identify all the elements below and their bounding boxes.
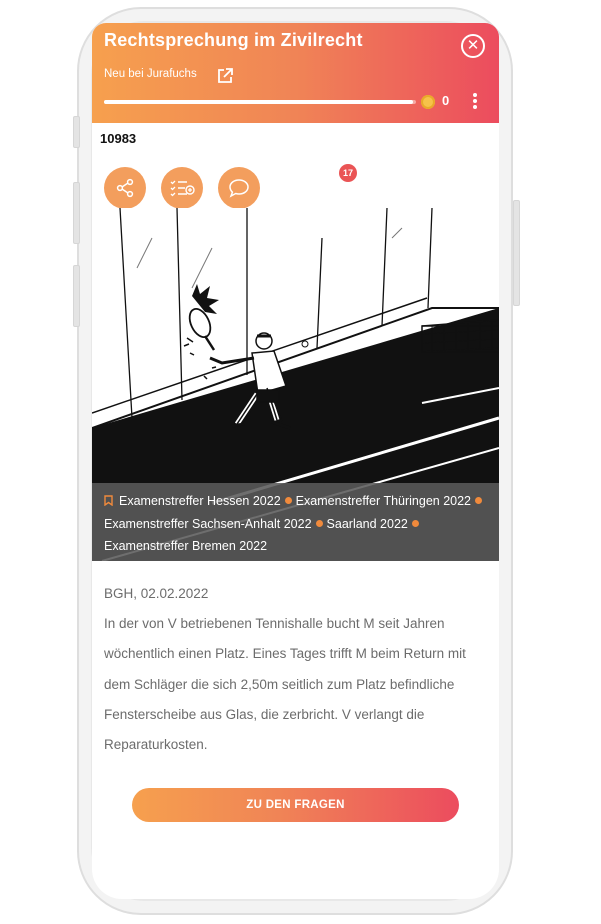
- coin-icon: [421, 95, 435, 109]
- comment-icon: [228, 178, 250, 198]
- comments-button[interactable]: [218, 167, 260, 209]
- tag-item[interactable]: Examenstreffer Thüringen 2022: [295, 494, 472, 508]
- share-button[interactable]: [104, 167, 146, 209]
- comment-count-badge: 17: [339, 164, 357, 182]
- more-vertical-icon[interactable]: [472, 93, 478, 111]
- app-title: Rechtsprechung im Zivilrecht: [104, 30, 363, 50]
- tag-item[interactable]: Examenstreffer Hessen 2022: [119, 494, 281, 508]
- phone-side-button: [73, 116, 80, 148]
- add-to-list-button[interactable]: [161, 167, 203, 209]
- header-bar: [92, 23, 499, 123]
- tag-item[interactable]: Saarland 2022: [326, 516, 408, 531]
- tag-separator: [316, 520, 323, 527]
- share-icon: [115, 178, 135, 198]
- progress-fill: [104, 100, 413, 104]
- case-description: In der von V betriebenen Tennishalle bucht M seit Jahren wöchentlich einen Platz. Eines Tages trifft M beim Return mit dem Schläger die sich 2,50m seitlich zum Platz befindliche Fensterscheibe aus Glas, die zerbricht. V verlangt die Reparaturkosten.: [104, 616, 466, 753]
- external-link-icon[interactable]: [216, 67, 234, 85]
- app-screen: [92, 23, 499, 899]
- tags-overlay: [92, 483, 499, 561]
- checklist-add-icon: [169, 178, 195, 198]
- case-id: 10983: [100, 131, 137, 146]
- to-questions-button[interactable]: ZU DEN FRAGEN: [132, 788, 459, 822]
- tag-item[interactable]: Examenstreffer Sachsen-Anhalt 2022: [104, 516, 312, 531]
- tag-separator: [285, 497, 292, 504]
- court-date: BGH, 02.02.2022: [104, 586, 209, 601]
- tag-item[interactable]: Examenstreffer Bremen 2022: [104, 539, 268, 553]
- progress-bar: [104, 100, 416, 104]
- phone-side-button: [73, 182, 80, 244]
- tag-separator: [412, 520, 419, 527]
- jurafuchs-link[interactable]: Neu bei Jurafuchs: [104, 68, 197, 80]
- bookmark-icon[interactable]: [104, 495, 113, 506]
- phone-side-button: [73, 265, 80, 327]
- coin-count: 0: [442, 93, 450, 108]
- case-body: [104, 579, 492, 760]
- phone-side-button: [513, 200, 520, 306]
- close-icon[interactable]: ✕: [461, 34, 485, 58]
- tag-separator: [475, 497, 482, 504]
